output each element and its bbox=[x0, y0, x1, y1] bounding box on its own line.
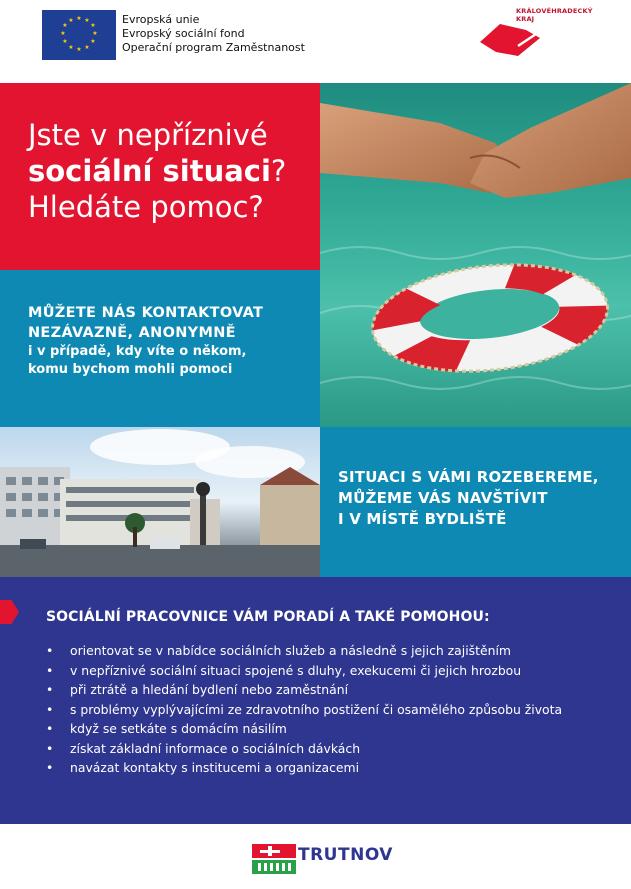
eu-program-text bbox=[122, 13, 305, 55]
list-item: • s problémy vyplývajícími ze zdravotního postižení či osamělého způsobu života bbox=[46, 700, 562, 720]
hero-title-question: ? bbox=[270, 154, 287, 188]
eu-line-3: Operační program Zaměstnanost bbox=[122, 41, 305, 54]
svg-text:★: ★ bbox=[84, 44, 90, 51]
contact-text bbox=[28, 303, 263, 379]
visit-line-2: MŮŽEME VÁS NAVŠTÍVIT bbox=[338, 489, 548, 507]
services-title: SOCIÁLNÍ PRACOVNICE VÁM PORADÍ A TAKÉ POMOHOU: bbox=[46, 609, 490, 625]
svg-text:★: ★ bbox=[62, 22, 68, 29]
list-item: • když se setkáte s domácím násilím bbox=[46, 719, 562, 739]
lifebuoy-hands-photo bbox=[320, 83, 631, 427]
kraj-line-1: KRÁLOVÉHRADECKÝ bbox=[516, 7, 593, 15]
svg-text:★: ★ bbox=[84, 17, 90, 24]
list-item: • orientovat se v nabídce sociálních služeb a následně s jejich zajištěním bbox=[46, 641, 562, 661]
contact-line-2: NEZÁVAZNĚ, ANONYMNĚ bbox=[28, 325, 236, 341]
trutnov-coat-icon bbox=[252, 842, 296, 876]
kraj-name bbox=[516, 7, 593, 23]
hero-title-line-2 bbox=[28, 153, 286, 189]
svg-text:★: ★ bbox=[92, 30, 98, 37]
svg-text:★: ★ bbox=[90, 22, 96, 29]
svg-text:★: ★ bbox=[76, 15, 82, 22]
svg-text:★: ★ bbox=[68, 44, 74, 51]
svg-text:★: ★ bbox=[90, 38, 96, 45]
contact-line-1: MŮŽETE NÁS KONTAKTOVAT bbox=[28, 305, 264, 321]
contact-line-3: i v případě, kdy víte o někom, bbox=[28, 344, 247, 359]
hero-title-bold: sociální situaci bbox=[28, 154, 271, 188]
list-item: • v nepříznivé sociální situaci spojené s dluhy, exekucemi či jejich hrozbou bbox=[46, 661, 562, 681]
list-item: • získat základní informace o sociálních dávkách bbox=[46, 739, 562, 759]
city-name: TRUTNOV bbox=[298, 845, 393, 865]
contact-line-4: komu bychom mohli pomoci bbox=[28, 362, 233, 377]
svg-text:★: ★ bbox=[60, 30, 66, 37]
eu-line-1: Evropská unie bbox=[122, 13, 200, 26]
services-list bbox=[46, 641, 562, 778]
svg-text:★: ★ bbox=[68, 17, 74, 24]
list-item: • navázat kontakty s institucemi a organizacemi bbox=[46, 758, 562, 778]
svg-text:★: ★ bbox=[76, 46, 82, 53]
visit-line-3: I V MÍSTĚ BYDLIŠTĚ bbox=[338, 510, 507, 528]
svg-text:★: ★ bbox=[62, 38, 68, 45]
kraj-line-2: KRAJ bbox=[516, 15, 535, 23]
hero-title bbox=[28, 117, 286, 225]
list-item: • při ztrátě a hledání bydlení nebo zaměstnání bbox=[46, 680, 562, 700]
visit-text bbox=[338, 467, 599, 530]
trutnov-town-photo bbox=[0, 427, 320, 577]
hero-title-line-1: Jste v nepříznivé bbox=[28, 118, 268, 152]
eu-flag-icon bbox=[42, 10, 116, 60]
hero-title-line-3: Hledáte pomoc? bbox=[28, 190, 264, 224]
visit-line-1: SITUACI S VÁMI ROZEBEREME, bbox=[338, 468, 599, 486]
eu-line-2: Evropský sociální fond bbox=[122, 27, 245, 40]
